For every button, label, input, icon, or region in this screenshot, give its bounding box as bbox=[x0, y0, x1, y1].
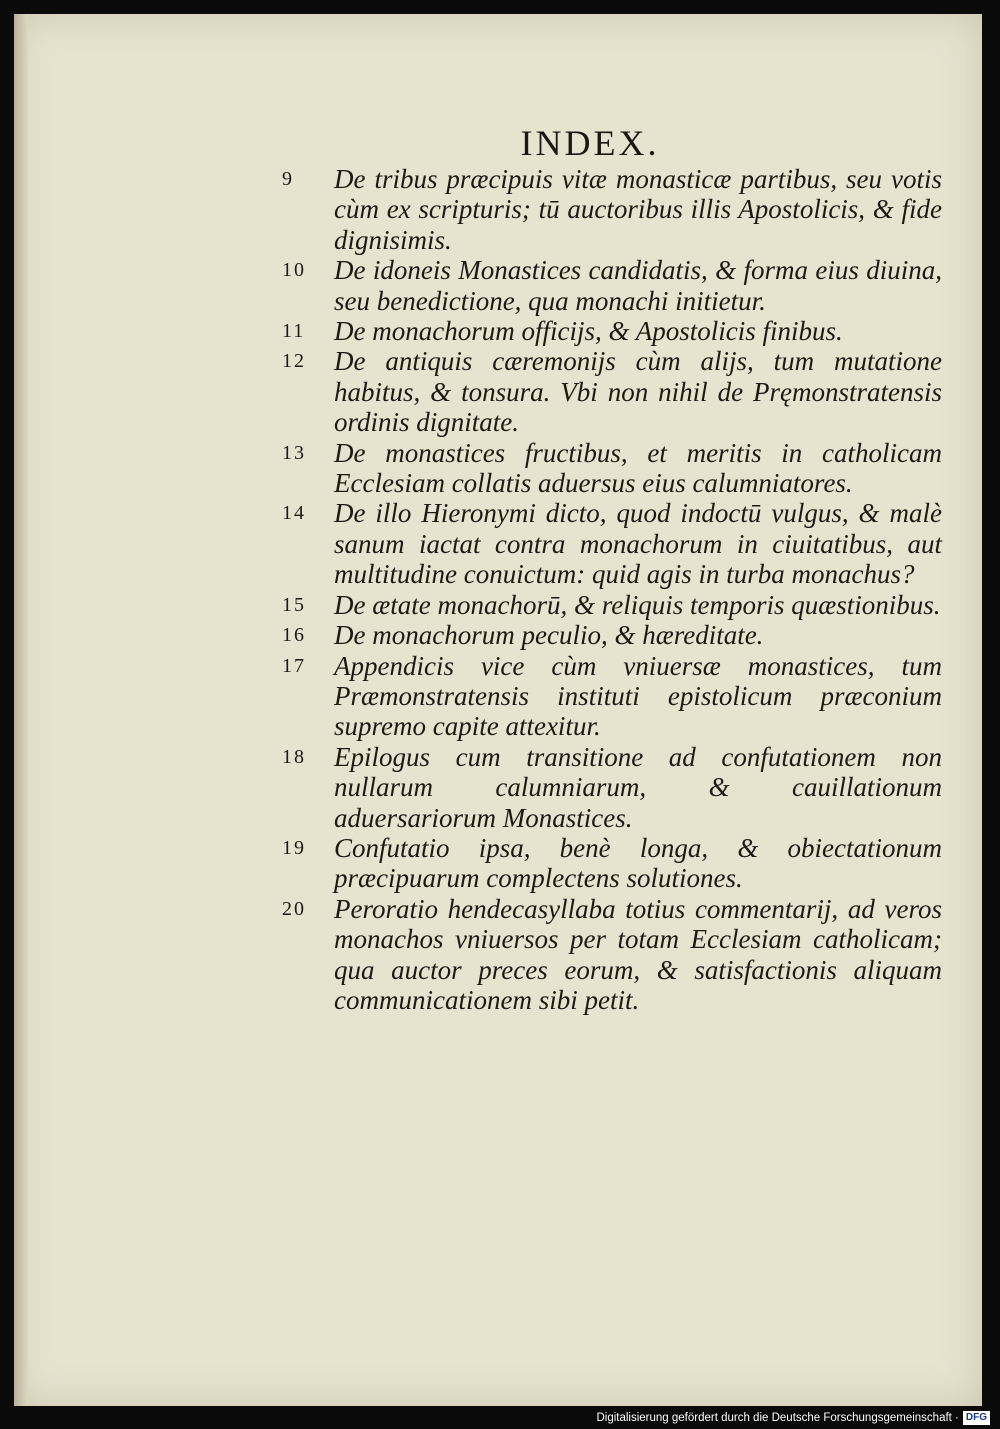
index-entry bbox=[282, 894, 942, 1016]
entry-text: De idoneis Monastices candidatis, & forma eius diuina, seu benedictione, qua monachi initietur. bbox=[334, 255, 942, 316]
digitization-footer bbox=[596, 1411, 990, 1425]
entry-number: 10 bbox=[282, 259, 306, 282]
entry-number: 19 bbox=[282, 836, 306, 859]
index-entry bbox=[282, 438, 942, 499]
entry-text: De tribus præcipuis vitæ monasticæ partibus, seu votis cùm ex scripturis; tū auctoribus illis Apostolicis, & fide dignisimis. bbox=[334, 164, 942, 255]
entry-number: 11 bbox=[282, 320, 306, 343]
entry-number: 13 bbox=[282, 441, 306, 464]
entry-number: 18 bbox=[282, 745, 306, 768]
entry-text: Peroratio hendecasyllaba totius commentarij, ad veros monachos vniuersos per totam Ecclesiam catholicam; qua auctor preces eorum, & satisfactionis aliquam communicationem sibi petit. bbox=[334, 893, 942, 1015]
index-entry bbox=[282, 651, 942, 742]
index-entry bbox=[282, 316, 942, 346]
page-binding-edge bbox=[14, 14, 28, 1406]
index-entry bbox=[282, 498, 942, 589]
entry-number: 16 bbox=[282, 624, 306, 647]
entry-text: Confutatio ipsa, benè longa, & obiectationum præcipuarum complectens solutiones. bbox=[334, 832, 942, 894]
index-list bbox=[282, 164, 942, 1015]
entry-text: De antiquis cæremonijs cùm alijs, tum mutatione habitus, & tonsura. Vbi non nihil de Pręmonstratensis ordinis dignitate. bbox=[334, 346, 942, 438]
dfg-logo: DFG bbox=[963, 1411, 990, 1425]
entry-number: 12 bbox=[282, 350, 306, 373]
entry-number: 20 bbox=[282, 897, 306, 920]
index-entry bbox=[282, 590, 942, 620]
entry-number: 14 bbox=[282, 502, 306, 525]
index-entry bbox=[282, 620, 942, 650]
index-entry bbox=[282, 164, 942, 255]
footer-credit: Digitalisierung gefördert durch die Deutsche Forschungsgemeinschaft · bbox=[596, 1412, 959, 1424]
entry-number: 15 bbox=[282, 593, 306, 616]
index-entry bbox=[282, 346, 942, 437]
entry-text: De monastices fructibus, et meritis in catholicam Ecclesiam collatis aduersus eius calumniatores. bbox=[334, 437, 942, 499]
entry-text: De illo Hieronymi dicto, quod indoctū vulgus, & malè sanum iactat contra monachorum in ciuitatibus, aut multitudine conuictum: quid agis in turba monachus? bbox=[334, 498, 942, 590]
entry-number: 17 bbox=[282, 654, 306, 677]
entry-text: De monachorum officijs, & Apostolicis finibus. bbox=[334, 316, 843, 347]
index-entry bbox=[282, 255, 942, 316]
entry-text: De ætate monachorū, & reliquis temporis quæstionibus. bbox=[334, 589, 941, 620]
entry-text: De monachorum peculio, & hæreditate. bbox=[334, 620, 764, 651]
entry-text: Epilogus cum transitione ad confutationem non nullarum calumniarum, & cauillationum aduersariorum Monastices. bbox=[334, 741, 942, 833]
entry-text: Appendicis vice cùm vniuersæ monastices, tum Præmonstratensis instituti epistolicum præconium supremo capite attexitur. bbox=[334, 650, 942, 742]
index-entry bbox=[282, 742, 942, 833]
page-heading: INDEX. bbox=[520, 123, 660, 163]
entry-number: 9 bbox=[282, 168, 294, 190]
index-entry bbox=[282, 833, 942, 894]
